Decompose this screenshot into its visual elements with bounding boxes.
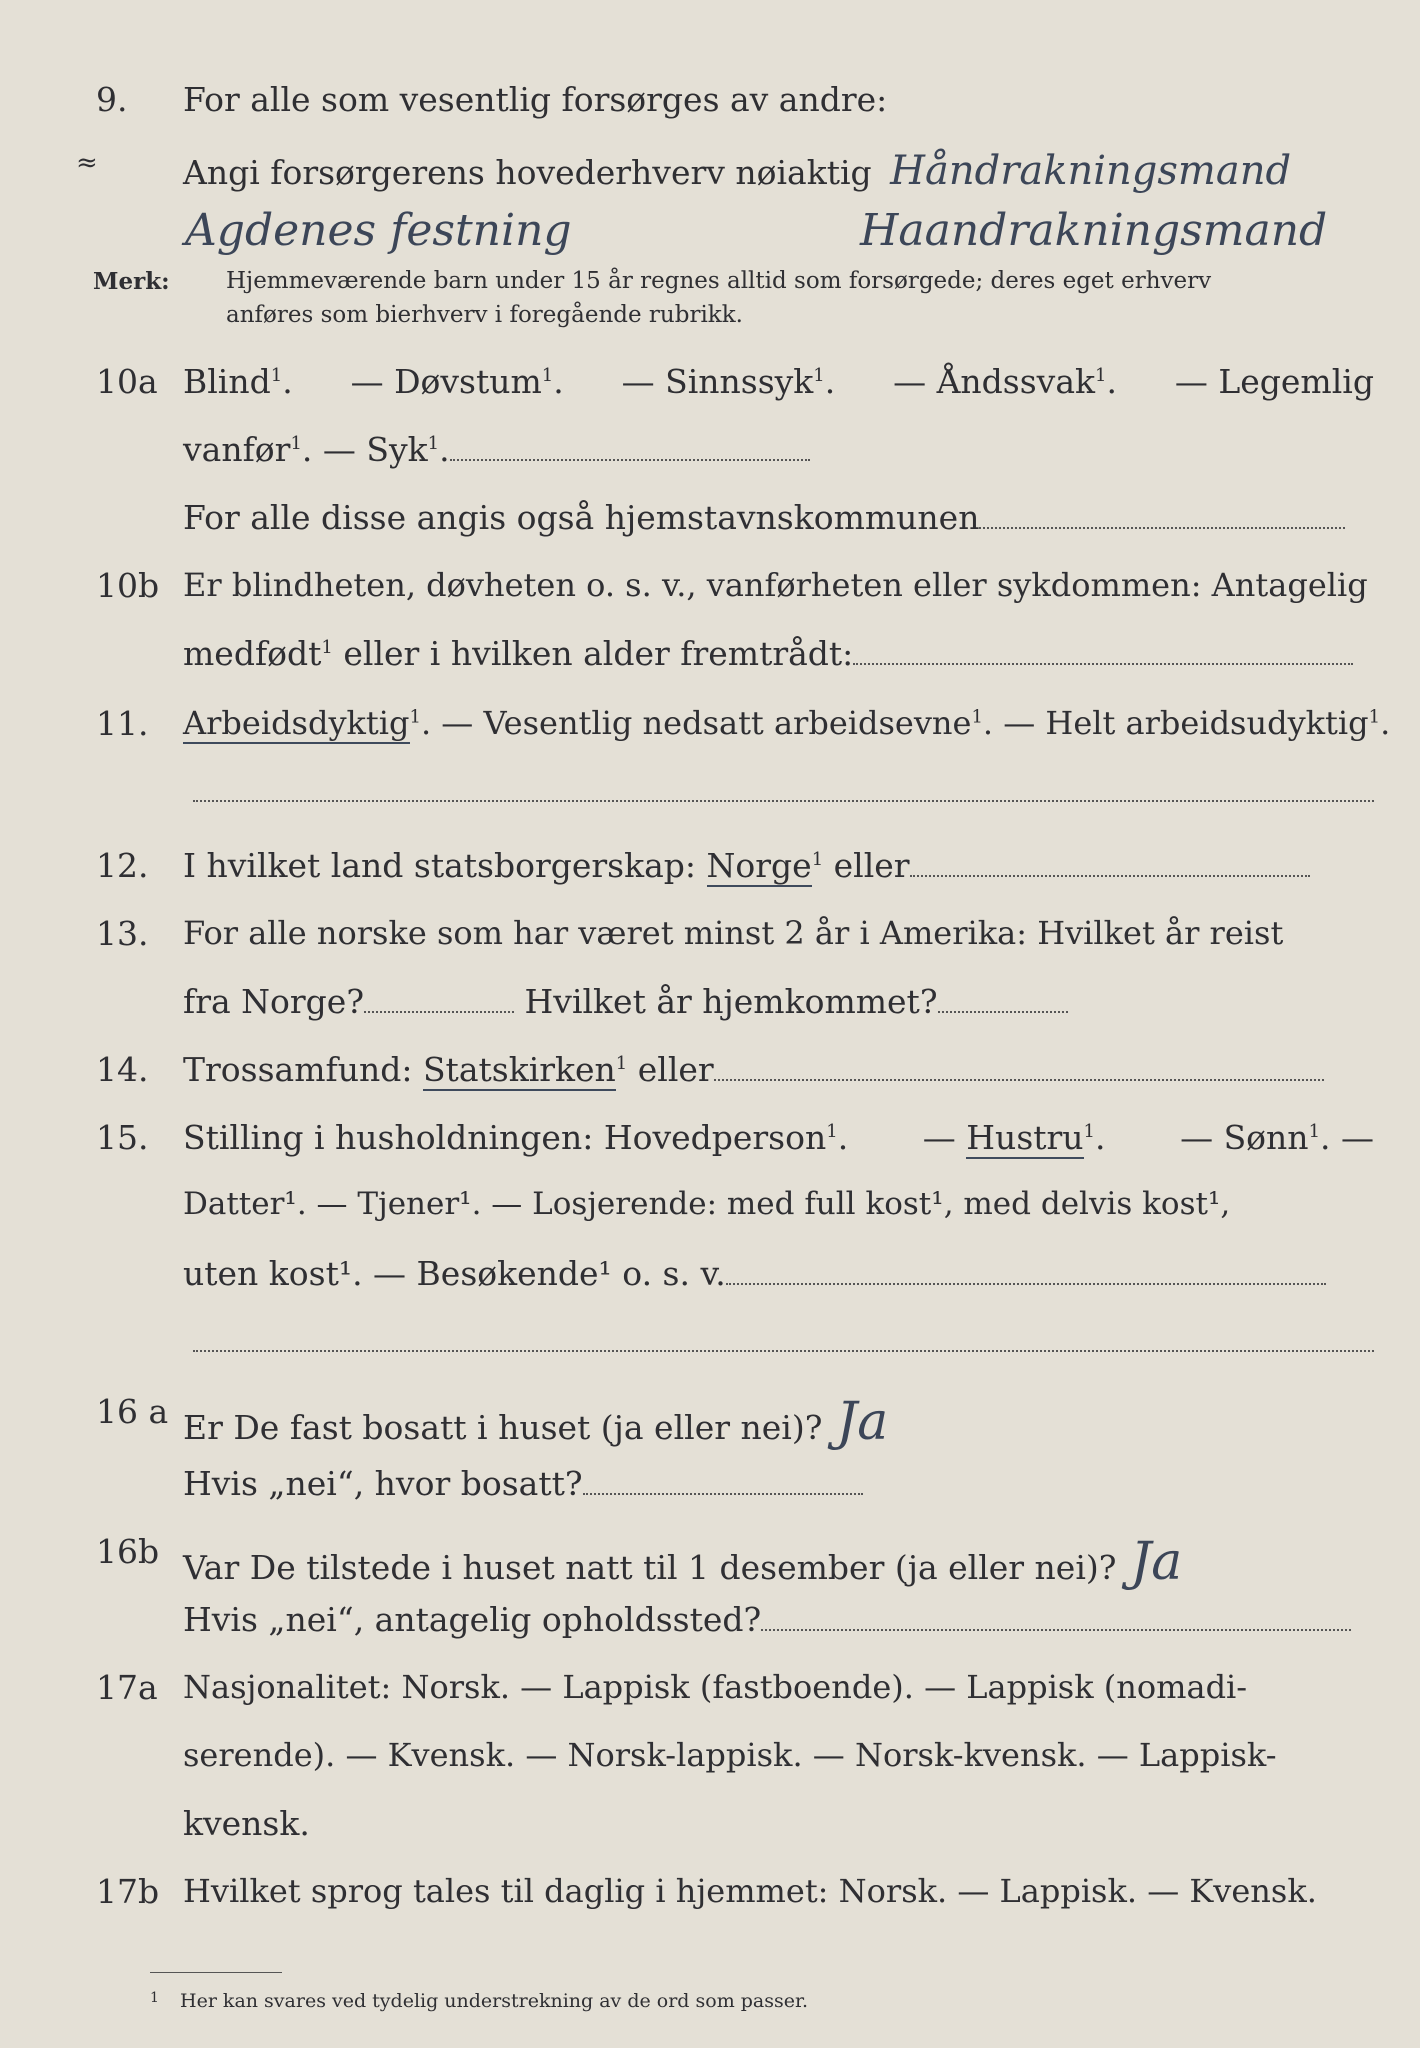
q17b-row bbox=[0, 1864, 1420, 1924]
q15-besokende: uten kost¹. — Besøkende¹ o. s. v. bbox=[183, 1254, 726, 1293]
q9-margin-mark: ≈ bbox=[76, 148, 98, 178]
footnote-ref: 1 bbox=[541, 365, 554, 386]
q10a-row2 bbox=[0, 422, 1420, 482]
q10b-blank bbox=[853, 663, 1353, 665]
q9-row3 bbox=[0, 205, 1420, 265]
q15-hustru: — Hustru$^1$. bbox=[922, 1118, 1106, 1157]
q10a-blind-label: Blind bbox=[183, 362, 271, 401]
q14-question: Trossamfund: bbox=[183, 1050, 413, 1089]
q15-line1 bbox=[183, 1118, 1374, 1157]
footnote-ref: 1 bbox=[427, 433, 440, 454]
q10b-number: 10b bbox=[96, 566, 160, 605]
q13-reist-blank bbox=[364, 1011, 514, 1013]
q13-row2 bbox=[0, 974, 1420, 1034]
q9-row bbox=[0, 72, 1420, 132]
q10a-line3 bbox=[183, 498, 1374, 537]
merk-line1: Hjemmeværende barn under 15 år regnes alltid som forsørgede; deres eget erhverv bbox=[226, 268, 1212, 294]
q10a-blind: Blind$^1$. bbox=[183, 362, 293, 401]
q13-hjemkommet-blank bbox=[938, 1011, 1068, 1013]
q11-blank-line bbox=[193, 800, 1374, 802]
q9-handwritten-place: Agdenes festning bbox=[185, 205, 572, 256]
q13-row bbox=[0, 906, 1420, 966]
q16a-line2 bbox=[183, 1464, 1374, 1503]
q11-row bbox=[0, 696, 1420, 756]
q9-handwritten-occupation: Håndrakningsmand bbox=[890, 148, 1292, 194]
q17b-number: 17b bbox=[96, 1872, 160, 1911]
q15-sonn-label: — Sønn bbox=[1180, 1118, 1309, 1157]
q13-number: 13. bbox=[96, 914, 149, 953]
q16b-line1 bbox=[183, 1532, 1374, 1592]
q16b-question: Var De tilstede i huset natt til 1 desember (ja eller nei)? bbox=[183, 1548, 1117, 1587]
q17a-row bbox=[0, 1660, 1420, 1720]
footnote-ref: 1 bbox=[409, 706, 421, 728]
q16b-line2 bbox=[183, 1600, 1374, 1639]
q16b-number: 16b bbox=[96, 1532, 160, 1571]
q14-eller: eller bbox=[637, 1050, 714, 1089]
q9-line1: For alle som vesentlig forsørges av andre: bbox=[183, 80, 888, 119]
q10a-row3 bbox=[0, 490, 1420, 550]
q15-sonn: — Sønn$^1$. — bbox=[1180, 1118, 1374, 1157]
q16a-question: Er De fast bosatt i huset (ja eller nei)? bbox=[183, 1408, 823, 1447]
footnote-text: Her kan svares ved tydelig understrekning av de ord som passer. bbox=[180, 1990, 809, 2012]
footnote-ref: 1 bbox=[321, 637, 333, 658]
q16b-handwritten-answer: Ja bbox=[1130, 1532, 1183, 1592]
q14-number: 14. bbox=[96, 1050, 149, 1089]
q10a-andssvak: — Åndssvak$^1$. bbox=[893, 362, 1117, 401]
q16a-line1 bbox=[183, 1392, 1374, 1452]
q11-udyktig: — Helt arbeidsudyktig bbox=[1003, 704, 1369, 742]
q11-number: 11. bbox=[96, 704, 149, 743]
q12-eller: eller bbox=[833, 846, 910, 885]
q15-line2: Datter¹. — Tjener¹. — Losjerende: med full kost¹, med delvis kost¹, bbox=[183, 1186, 1231, 1222]
footnote-ref: 1 bbox=[1083, 1121, 1095, 1142]
q15-row bbox=[0, 1110, 1420, 1170]
merk-line2: anføres som bierhverv i foregående rubrikk. bbox=[226, 302, 743, 328]
q10a-line1 bbox=[183, 362, 1374, 401]
footnote-ref: 1 bbox=[1095, 365, 1107, 386]
q10a-vanfor: vanfør bbox=[183, 430, 291, 469]
q16b-blank bbox=[761, 1629, 1351, 1631]
q17a-line1: Nasjonalitet: Norsk. — Lappisk (fastboende). — Lappisk (nomadi- bbox=[183, 1668, 1248, 1706]
q10a-row bbox=[0, 354, 1420, 414]
q10a-number: 10a bbox=[96, 362, 158, 401]
q10a-legemlig: — Legemlig bbox=[1174, 362, 1374, 401]
q15-row3 bbox=[0, 1246, 1420, 1306]
q11-nedsatt: — Vesentlig nedsatt arbeidsevne bbox=[441, 704, 972, 742]
footnote-divider bbox=[150, 1972, 282, 1973]
q10a-syk-blank bbox=[450, 459, 810, 461]
q10a-syk: — Syk bbox=[322, 430, 428, 469]
q12-line bbox=[183, 846, 1374, 885]
q10a-andssvak-label: — Åndssvak bbox=[893, 362, 1095, 401]
q13-reist: fra Norge? bbox=[183, 982, 365, 1021]
footnote-ref: 1 bbox=[1308, 1121, 1321, 1142]
q15-number: 15. bbox=[96, 1118, 149, 1157]
q10b-alder: eller i hvilken alder fremtrådt: bbox=[343, 634, 854, 673]
q15-hovedperson: Stilling i husholdningen: Hovedperson$^1$. bbox=[183, 1118, 849, 1157]
q10a-dovstum-label: — Døvstum bbox=[350, 362, 542, 401]
q14-line bbox=[183, 1050, 1374, 1089]
q9-row2 bbox=[0, 140, 1420, 200]
q11-line: Arbeidsdyktig$^1$. — Vesentlig nedsatt arbeidsevne$^1$. — Helt arbeidsudyktig$^1$. bbox=[183, 704, 1391, 742]
q15-row2 bbox=[0, 1178, 1420, 1238]
q16b-opholdssted: Hvis „nei“, antagelig opholdssted? bbox=[183, 1600, 762, 1639]
footnote-ref: 1 bbox=[270, 365, 283, 386]
q10a-hjemstavn: For alle disse angis også hjemstavnskommunen bbox=[183, 498, 980, 537]
q13-line2 bbox=[183, 982, 1374, 1021]
q16a-row bbox=[0, 1384, 1420, 1452]
q13-hjemkommet: Hvilket år hjemkommet? bbox=[524, 982, 938, 1021]
footnote-ref: 1 bbox=[826, 1121, 838, 1142]
q15-blank bbox=[726, 1283, 1326, 1285]
q9-handwritten-occupation-2: Haandrakningsmand bbox=[860, 205, 1328, 256]
footnote-ref: 1 bbox=[813, 365, 825, 386]
q16a-blank bbox=[583, 1493, 863, 1495]
q10a-sinnssyk-label: — Sinnssyk bbox=[621, 362, 814, 401]
q11-arbeidsdyktig-underlined: Arbeidsdyktig bbox=[183, 704, 410, 742]
q17a-line2: serende). — Kvensk. — Norsk-lappisk. — Norsk-kvensk. — Lappisk- bbox=[183, 1736, 1277, 1774]
q12-blank bbox=[910, 875, 1310, 877]
footnote-mark: 1 bbox=[150, 1990, 159, 2006]
q14-row bbox=[0, 1042, 1420, 1102]
footnote-ref: 1 bbox=[615, 1053, 628, 1074]
q15-hustru-underlined: Hustru bbox=[966, 1118, 1084, 1157]
q10b-row2 bbox=[0, 626, 1420, 686]
q16a-bosatt: Hvis „nei“, hvor bosatt? bbox=[183, 1464, 583, 1503]
q14-statskirken-underlined: Statskirken bbox=[422, 1050, 616, 1089]
q17a-row3 bbox=[0, 1796, 1420, 1856]
q16a-number: 16 a bbox=[96, 1392, 169, 1431]
q17a-line3: kvensk. bbox=[183, 1804, 310, 1843]
q9-line2 bbox=[183, 148, 1374, 194]
q9-line2-text: Angi forsørgerens hovederhverv nøiaktig bbox=[183, 153, 872, 192]
q12-number: 12. bbox=[96, 846, 149, 885]
q10a-line2: vanfør$^1$. — Syk$^1$. bbox=[183, 430, 1374, 469]
footnote-ref: 1 bbox=[1368, 706, 1381, 728]
q16b-row bbox=[0, 1524, 1420, 1592]
q9-number: 9. bbox=[96, 80, 128, 119]
q12-norge-underlined: Norge bbox=[706, 846, 812, 885]
q12-row bbox=[0, 838, 1420, 898]
footnote-ref: 1 bbox=[290, 433, 302, 454]
q17a-number: 17a bbox=[96, 1668, 158, 1707]
q16b-row2 bbox=[0, 1592, 1420, 1652]
q17b-line1: Hvilket sprog tales til daglig i hjemmet: Norsk. — Lappisk. — Kvensk. bbox=[183, 1872, 1317, 1910]
q15-hovedperson-label: Stilling i husholdningen: Hovedperson bbox=[183, 1118, 827, 1157]
q15-blank-line bbox=[193, 1350, 1374, 1352]
q14-blank bbox=[714, 1079, 1324, 1081]
q10b-medfodt: medfødt bbox=[183, 634, 322, 673]
q17a-row2 bbox=[0, 1728, 1420, 1788]
footnote-ref: 1 bbox=[971, 706, 983, 728]
q10b-row bbox=[0, 558, 1420, 618]
q16a-handwritten-answer: Ja bbox=[836, 1392, 889, 1452]
q10a-sinnssyk: — Sinnssyk$^1$. bbox=[621, 362, 836, 401]
q10b-line1: Er blindheten, døvheten o. s. v., vanførheten eller sykdommen: Antagelig bbox=[183, 566, 1368, 604]
q10a-dovstum: — Døvstum$^1$. bbox=[350, 362, 564, 401]
q15-line3 bbox=[183, 1254, 1374, 1293]
q10a-hjemstavn-blank bbox=[979, 527, 1345, 529]
q13-line1: For alle norske som har været minst 2 år i Amerika: Hvilket år reist bbox=[183, 914, 1284, 952]
merk-label: Merk: bbox=[93, 268, 170, 295]
q16a-row2 bbox=[0, 1456, 1420, 1516]
footnote-ref: 1 bbox=[811, 849, 824, 870]
q10b-line2 bbox=[183, 634, 1374, 673]
q12-question: I hvilket land statsborgerskap: bbox=[183, 846, 697, 885]
